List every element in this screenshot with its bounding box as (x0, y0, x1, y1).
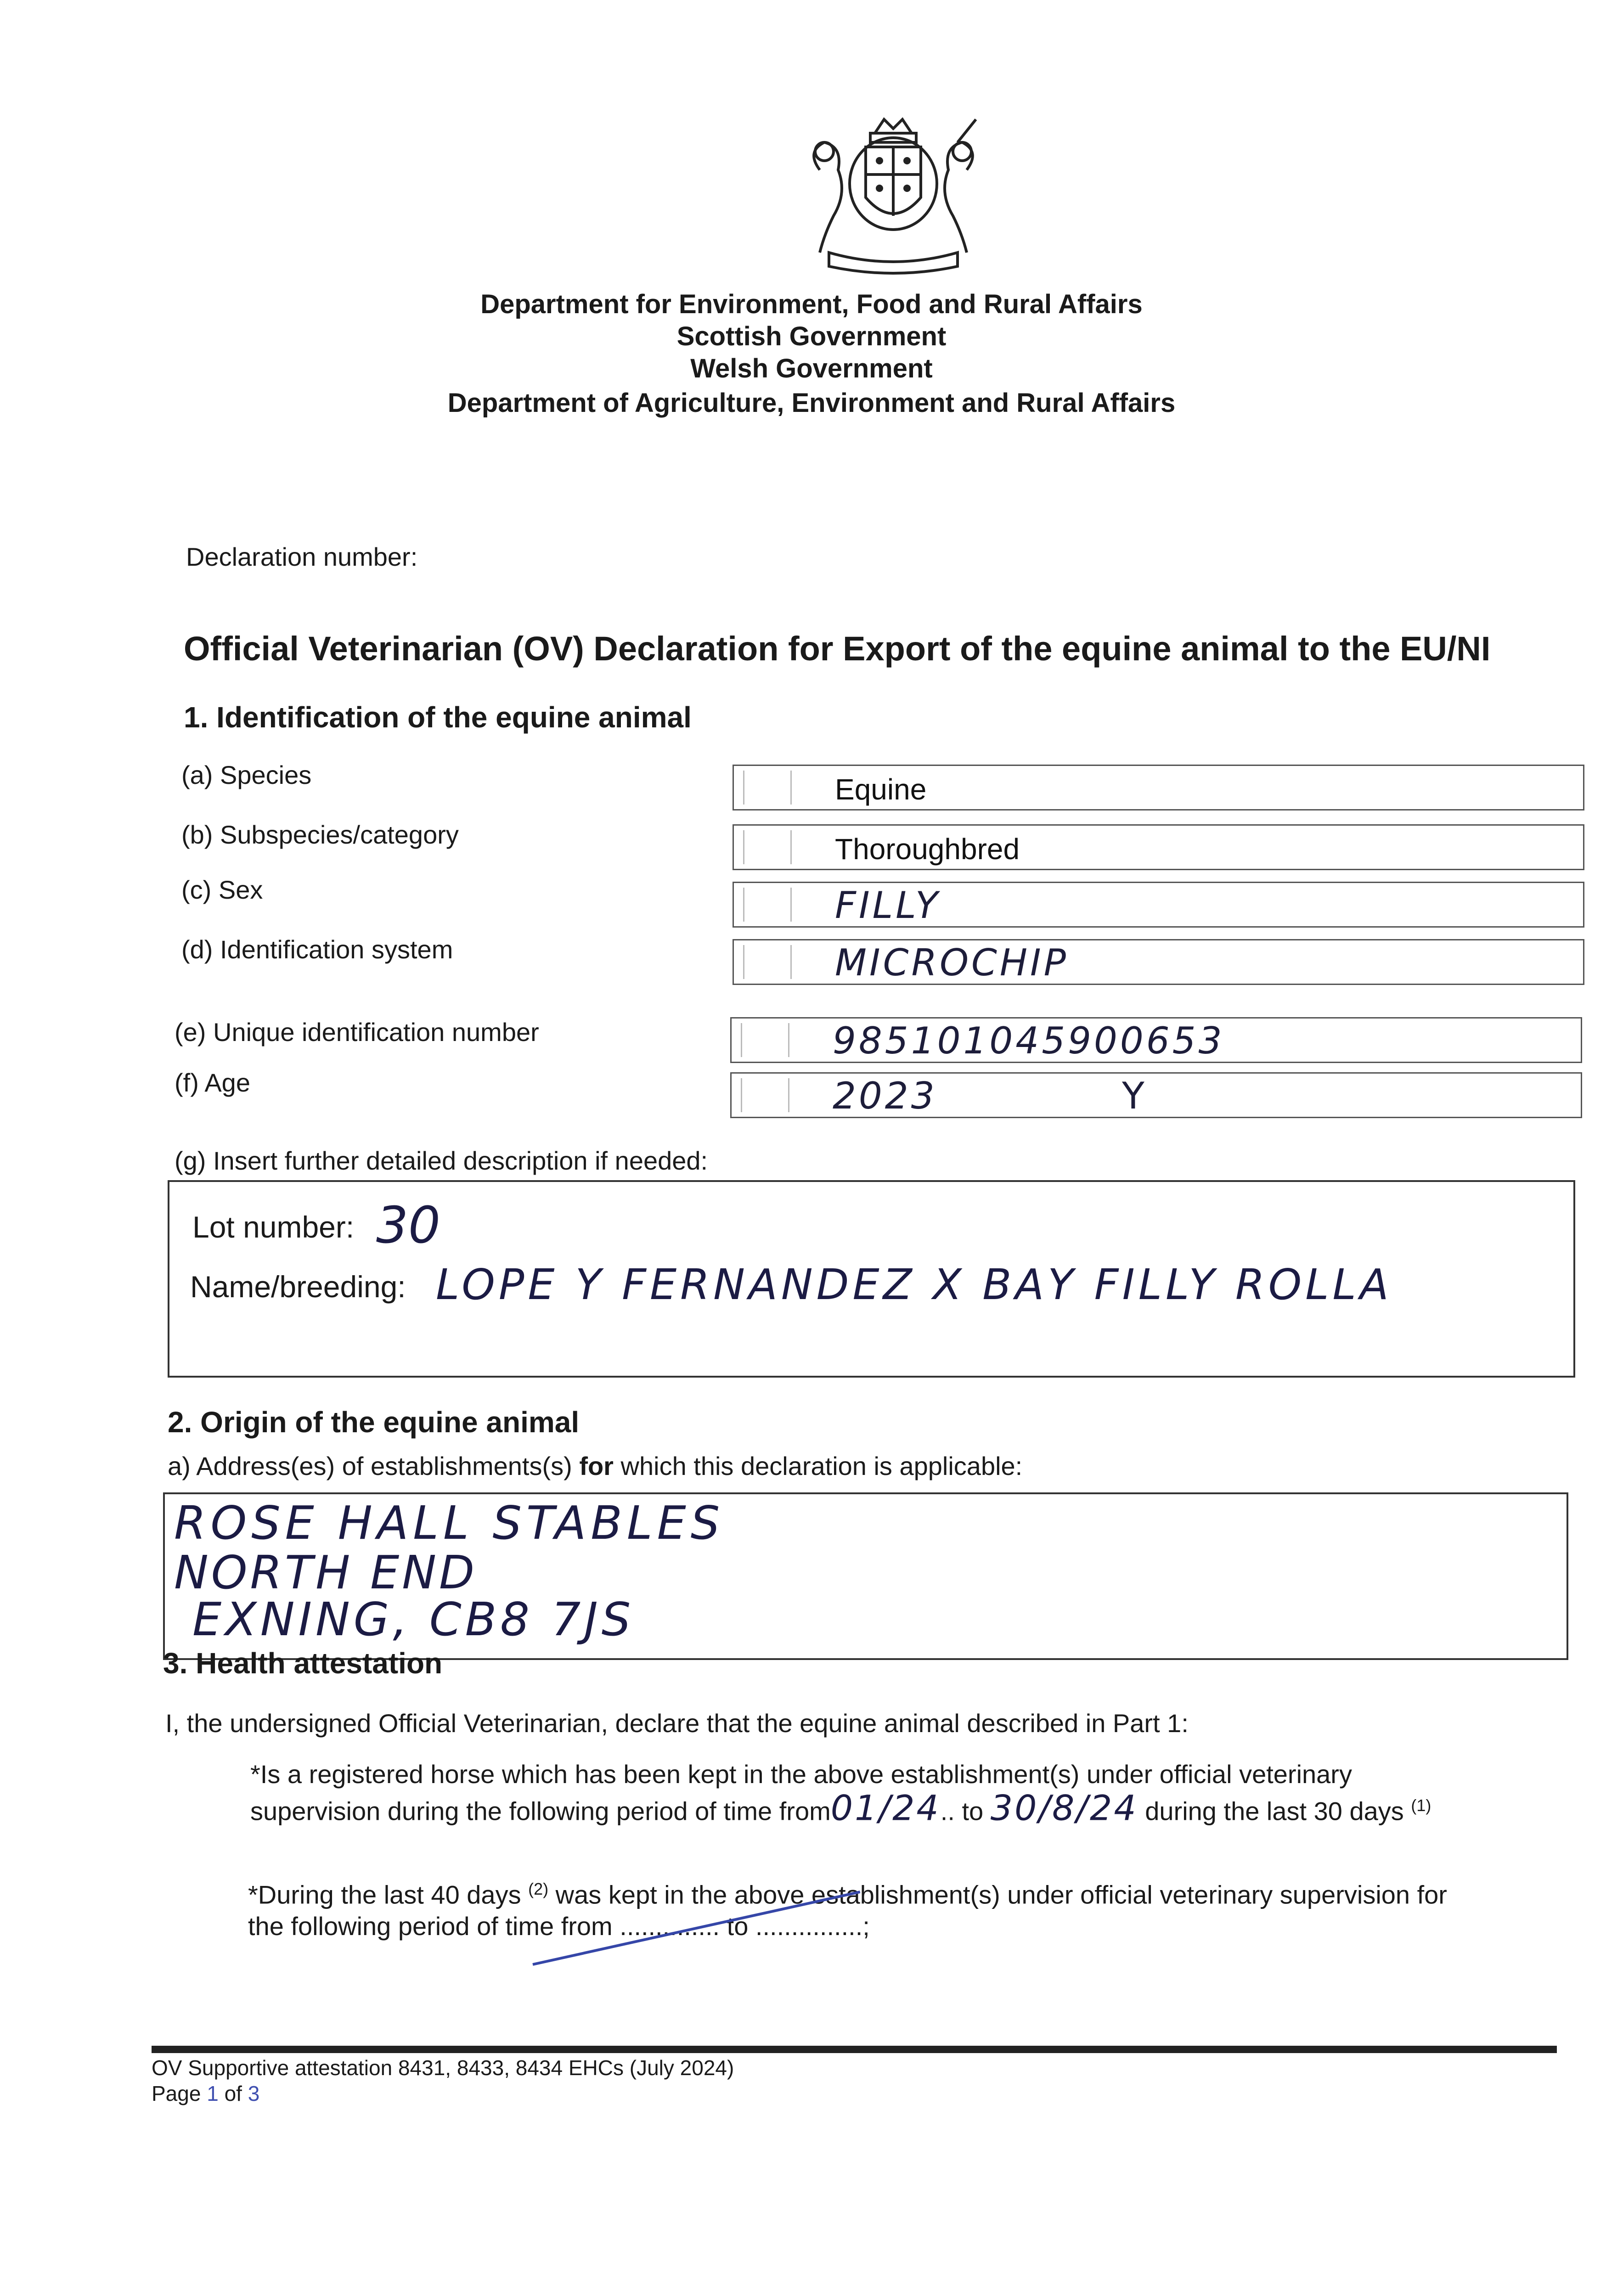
clause-1-line-1: *Is a registered horse which has been kept in the above establishment(s) under official veterinary (250, 1760, 1352, 1789)
species-value: Equine (835, 773, 927, 806)
age-label: (f) Age (175, 1068, 250, 1097)
clause-1 (250, 1759, 1559, 1827)
subspecies-field[interactable] (733, 824, 1584, 870)
footer-attestation: OV Supportive attestation 8431, 8433, 8434 EHCs (July 2024) (152, 2056, 734, 2080)
page-indicator: Page 1 of 3 (152, 2082, 260, 2105)
sex-label: (c) Sex (181, 875, 263, 904)
department-line-1: Department for Environment, Food and Rural Affairs (480, 289, 1143, 319)
lot-number-value: 30 (376, 1196, 440, 1255)
clause-2 (248, 1874, 1566, 1942)
address-label: a) Address(es) of establishments(s) for which this declaration is applicable: (168, 1452, 1023, 1480)
uid-value: 985101045900653 (833, 1019, 1225, 1062)
declaration-number-label: Declaration number: (186, 542, 418, 571)
department-line-2: Scottish Government (676, 321, 947, 351)
further-description-label: (g) Insert further detailed description if needed: (175, 1146, 708, 1175)
uid-field[interactable] (730, 1017, 1582, 1063)
identification-system-label: (d) Identification system (181, 935, 453, 964)
identification-system-value: MICROCHIP (835, 941, 1069, 984)
address-box[interactable] (163, 1492, 1568, 1660)
sex-value: FILLY (835, 884, 941, 927)
subspecies-label: (b) Subspecies/category (181, 820, 459, 849)
clause-1-line-2: supervision during the following period of time from01/24.. to 30/8/24 during the last 30 days $^{(1)}$ (250, 1787, 1431, 1829)
species-label: (a) Species (181, 760, 312, 789)
age-mark: Y (1122, 1075, 1147, 1117)
address-line-1: ROSE HALL STABLES (174, 1496, 725, 1550)
address-line-2: NORTH END (174, 1546, 478, 1599)
period-to-value: 30/8/24 (990, 1787, 1138, 1829)
period-from-value: 01/24 (830, 1787, 941, 1829)
age-field[interactable] (730, 1072, 1582, 1118)
identification-system-field[interactable] (733, 939, 1584, 985)
footer-divider (152, 2046, 1557, 2053)
lot-number-label: Lot number: (192, 1210, 355, 1244)
subspecies-value: Thoroughbred (835, 833, 1020, 866)
name-breeding-label: Name/breeding: (190, 1270, 406, 1304)
royal-coat-of-arms-icon (792, 115, 994, 280)
attestation-intro: I, the undersigned Official Veterinarian, declare that the equine animal described in Part 1: (165, 1709, 1189, 1738)
clause-2-line-2: the following period of time from .............. to ...............; (248, 1911, 870, 1941)
age-value: 2023 (833, 1075, 937, 1117)
department-line-3: Welsh Government (690, 354, 933, 383)
section-2-heading: 2. Origin of the equine animal (168, 1406, 580, 1439)
name-breeding-value: LOPE Y FERNANDEZ X BAY FILLY ROLLA (436, 1260, 1392, 1309)
footer (152, 2055, 734, 2106)
uid-label: (e) Unique identification number (175, 1018, 539, 1047)
section-3-heading: 3. Health attestation (163, 1647, 443, 1680)
section-1-heading: 1. Identification of the equine animal (184, 701, 692, 734)
species-field[interactable] (733, 765, 1584, 810)
document-title: Official Veterinarian (OV) Declaration for Export of the equine animal to the EU/NI (184, 630, 1491, 668)
clause-2-line-1: *During the last 40 days $^{(2)}$ was kept in the above establishment(s) under official veterinary supervision for (248, 1880, 1447, 1909)
department-line-4: Department of Agriculture, Environment and Rural Affairs (447, 388, 1176, 418)
sex-field[interactable] (733, 882, 1584, 928)
address-line-3: EXNING, CB8 7JS (192, 1593, 635, 1646)
further-description-box[interactable] (168, 1180, 1575, 1378)
